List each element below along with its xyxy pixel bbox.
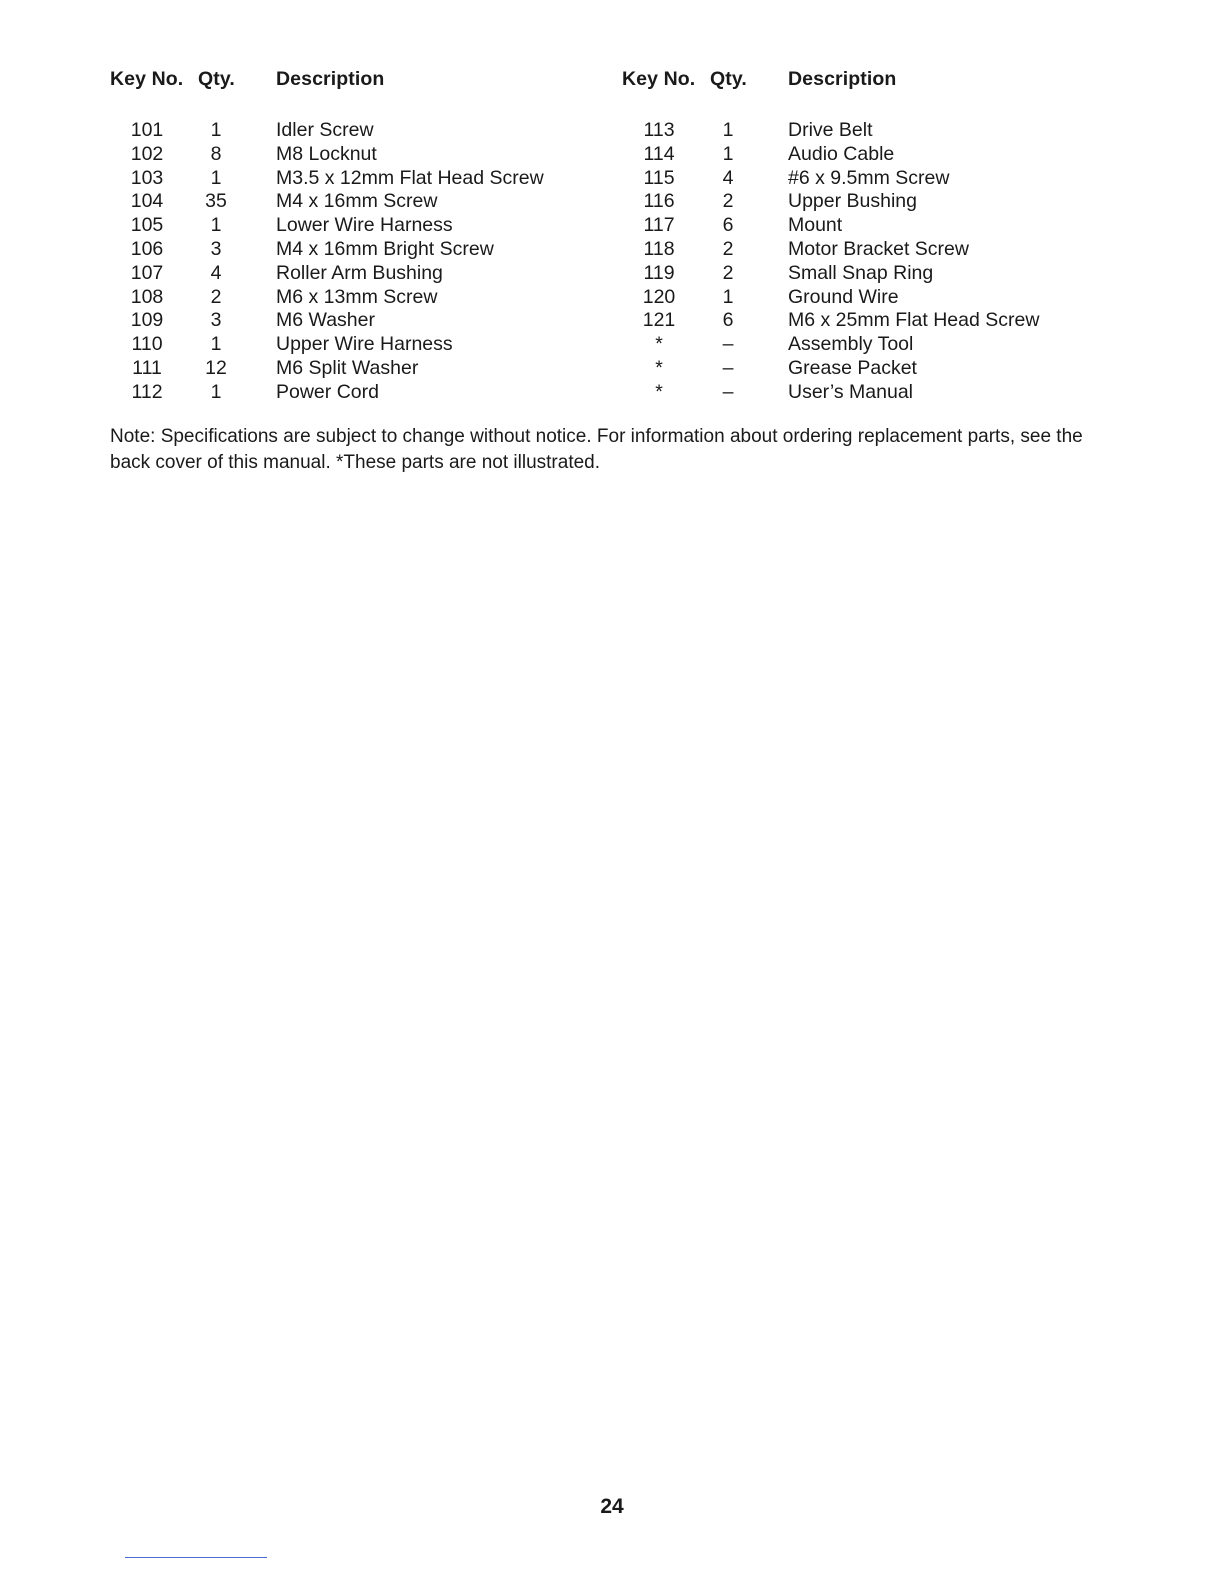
part-key: 103: [130, 166, 164, 189]
part-description: Lower Wire Harness: [276, 214, 453, 237]
part-qty: 2: [722, 190, 734, 213]
part-description: M3.5 x 12mm Flat Head Screw: [276, 166, 544, 189]
part-qty: –: [722, 356, 734, 379]
part-key: 112: [131, 380, 163, 403]
part-qty: 6: [722, 214, 734, 237]
part-description: Motor Bracket Screw: [788, 237, 969, 260]
part-description: Audio Cable: [788, 142, 895, 165]
part-qty: –: [722, 380, 734, 403]
part-qty: 1: [210, 119, 222, 141]
header-description: Description: [276, 68, 385, 90]
part-qty: 12: [205, 356, 227, 379]
part-qty: 35: [205, 190, 227, 213]
part-qty: 3: [210, 309, 222, 332]
part-key: 120: [642, 285, 676, 308]
part-description: Power Cord: [276, 380, 379, 403]
part-key: 114: [643, 142, 675, 165]
part-key: 105: [130, 214, 164, 237]
part-description: M4 x 16mm Screw: [276, 190, 438, 213]
part-qty: 1: [210, 214, 222, 237]
header-key-no: Key No.: [110, 68, 184, 90]
part-description: M6 x 13mm Screw: [276, 285, 438, 308]
part-key: 121: [642, 309, 676, 332]
header-key-no: Key No.: [622, 68, 696, 90]
header-qty: Qty.: [710, 68, 747, 90]
part-qty: 1: [722, 285, 734, 308]
part-description: M6 Washer: [276, 309, 375, 332]
part-key: 104: [130, 190, 164, 213]
part-key: 110: [131, 333, 163, 356]
header-description: Description: [788, 68, 897, 90]
part-key: 116: [643, 190, 675, 213]
part-description: Mount: [788, 214, 843, 237]
part-key: 101: [130, 119, 164, 141]
specifications-note: Note: Specifications are subject to change without notice. For information about ordering replacement parts, see the back cover of this manual. *These parts are not illustrated.: [110, 426, 1083, 473]
part-description: User’s Manual: [788, 380, 913, 403]
part-qty: 4: [722, 166, 734, 189]
part-description: Idler Screw: [276, 119, 374, 141]
part-qty: 1: [722, 119, 734, 141]
part-key: *: [655, 380, 663, 403]
part-qty: 3: [210, 237, 222, 260]
part-qty: 2: [722, 261, 734, 284]
part-qty: 2: [210, 285, 222, 308]
part-key: 119: [643, 261, 675, 284]
part-description: M4 x 16mm Bright Screw: [276, 237, 494, 260]
part-description: Ground Wire: [788, 285, 899, 308]
part-description: M8 Locknut: [276, 142, 377, 165]
part-key: 117: [643, 214, 675, 237]
part-qty: 8: [210, 142, 222, 165]
part-description: Upper Wire Harness: [276, 333, 453, 356]
part-key: 109: [130, 309, 164, 332]
part-description: #6 x 9.5mm Screw: [788, 166, 950, 189]
part-description: Assembly Tool: [788, 333, 914, 356]
part-qty: –: [722, 333, 734, 356]
part-qty: 1: [722, 142, 734, 165]
part-key: 111: [132, 356, 162, 379]
part-key: *: [655, 356, 663, 379]
part-key: 115: [643, 166, 675, 189]
part-qty: 4: [210, 261, 222, 284]
part-key: 118: [643, 237, 675, 260]
part-description: Roller Arm Bushing: [276, 261, 443, 284]
part-description: M6 x 25mm Flat Head Screw: [788, 309, 1040, 332]
part-key: 102: [130, 142, 164, 165]
page-number: 24: [600, 1495, 624, 1518]
part-key: 107: [130, 261, 164, 284]
part-key: 108: [130, 285, 164, 308]
part-qty: 1: [210, 166, 222, 189]
header-qty: Qty.: [198, 68, 235, 90]
part-qty: 2: [722, 237, 734, 260]
part-key: 106: [130, 237, 164, 260]
footer-divider: [125, 1557, 267, 1558]
part-key: *: [655, 333, 663, 356]
part-description: Drive Belt: [788, 119, 873, 141]
part-qty: 6: [722, 309, 734, 332]
part-description: Upper Bushing: [788, 190, 917, 213]
part-description: M6 Split Washer: [276, 356, 419, 379]
part-key: 113: [643, 119, 675, 141]
part-description: Grease Packet: [788, 356, 917, 379]
part-qty: 1: [210, 380, 222, 403]
part-description: Small Snap Ring: [788, 261, 934, 284]
part-qty: 1: [210, 333, 222, 356]
